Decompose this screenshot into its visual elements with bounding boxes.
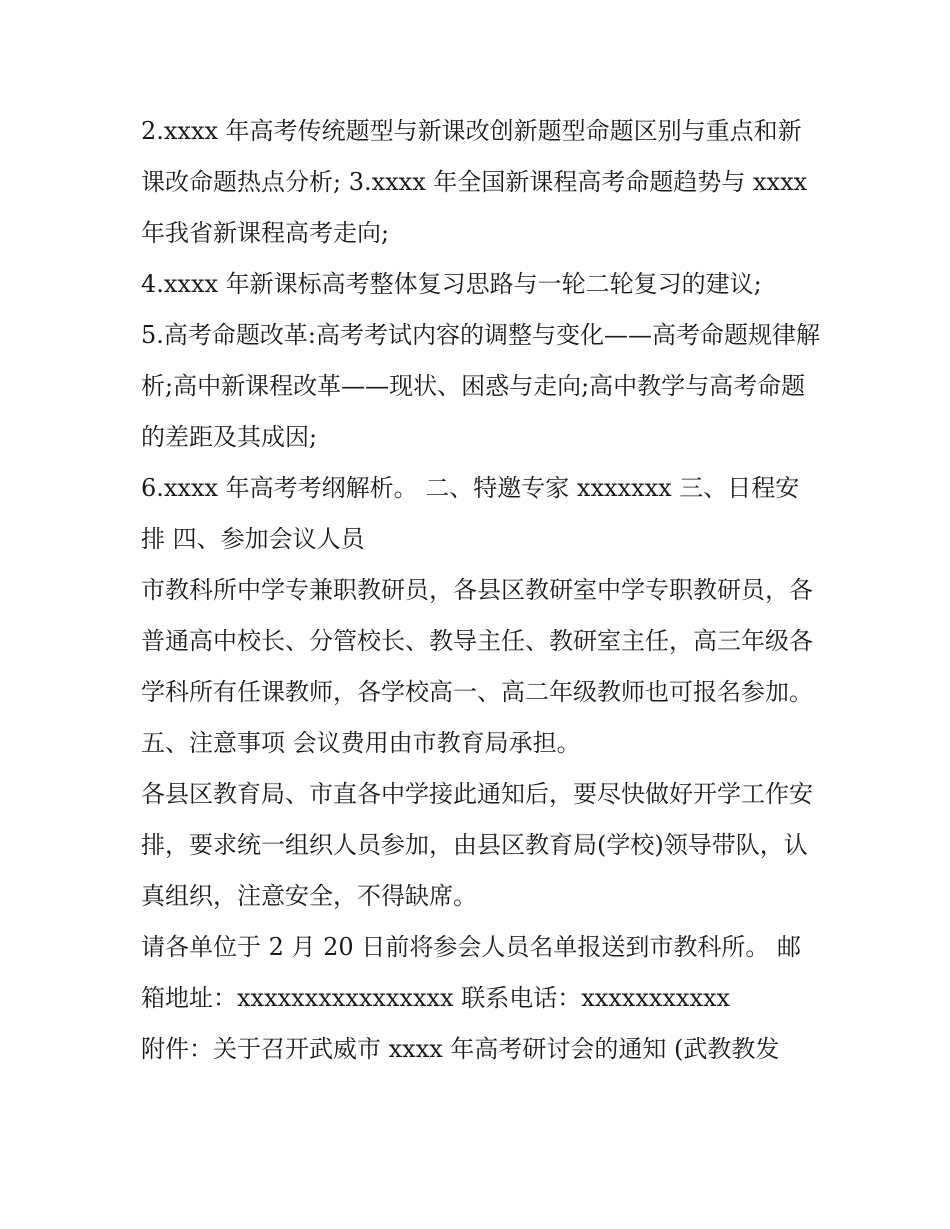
paragraph-notes-heading: 五、注意事项 会议费用由市教育局承担。 [141, 729, 581, 757]
paragraph-attendees: 市教科所中学专兼职教研员，各县区教研室中学专职教研员，各普通高中校长、分管校长、教导主任、教研室主任，高三年级各学科所有任课教师，各学校高一、高二年级教师也可报名参加。 [141, 576, 813, 706]
paragraph-topic-2-3: 2.xxxx 年高考传统题型与新课改创新题型命题区别与重点和新课改命题热点分析; 3.xxxx 年全国新课程高考命题趋势与 xxxx 年我省新课程高考走向; [141, 117, 808, 247]
paragraph-contact: 请各单位于 2 月 20 日前将参会人员名单报送到市教科所。 邮箱地址：xxxxxxxxxxxxxxxx 联系电话：xxxxxxxxxxx [141, 933, 801, 1012]
paragraph-attachment: 附件：关于召开武威市 xxxx 年高考研讨会的通知 (武教教发 [141, 1035, 780, 1063]
paragraph-topic-4: 4.xxxx 年新课标高考整体复习思路与一轮二轮复习的建议; [141, 270, 762, 298]
document-body [141, 106, 821, 1075]
paragraph-topic-6-and-sections: 6.xxxx 年高考考纲解析。 二、特邀专家 xxxxxxx 三、日程安排 四、参加会议人员 [141, 474, 800, 553]
paragraph-topic-5: 5.高考命题改革:高考考试内容的调整与变化——高考命题规律解析;高中新课程改革——现状、困惑与走向;高中教学与高考命题的差距及其成因; [141, 321, 820, 451]
paragraph-instructions: 各县区教育局、市直各中学接此通知后，要尽快做好开学工作安排，要求统一组织人员参加，由县区教育局(学校)领导带队，认真组织，注意安全，不得缺席。 [141, 780, 813, 910]
